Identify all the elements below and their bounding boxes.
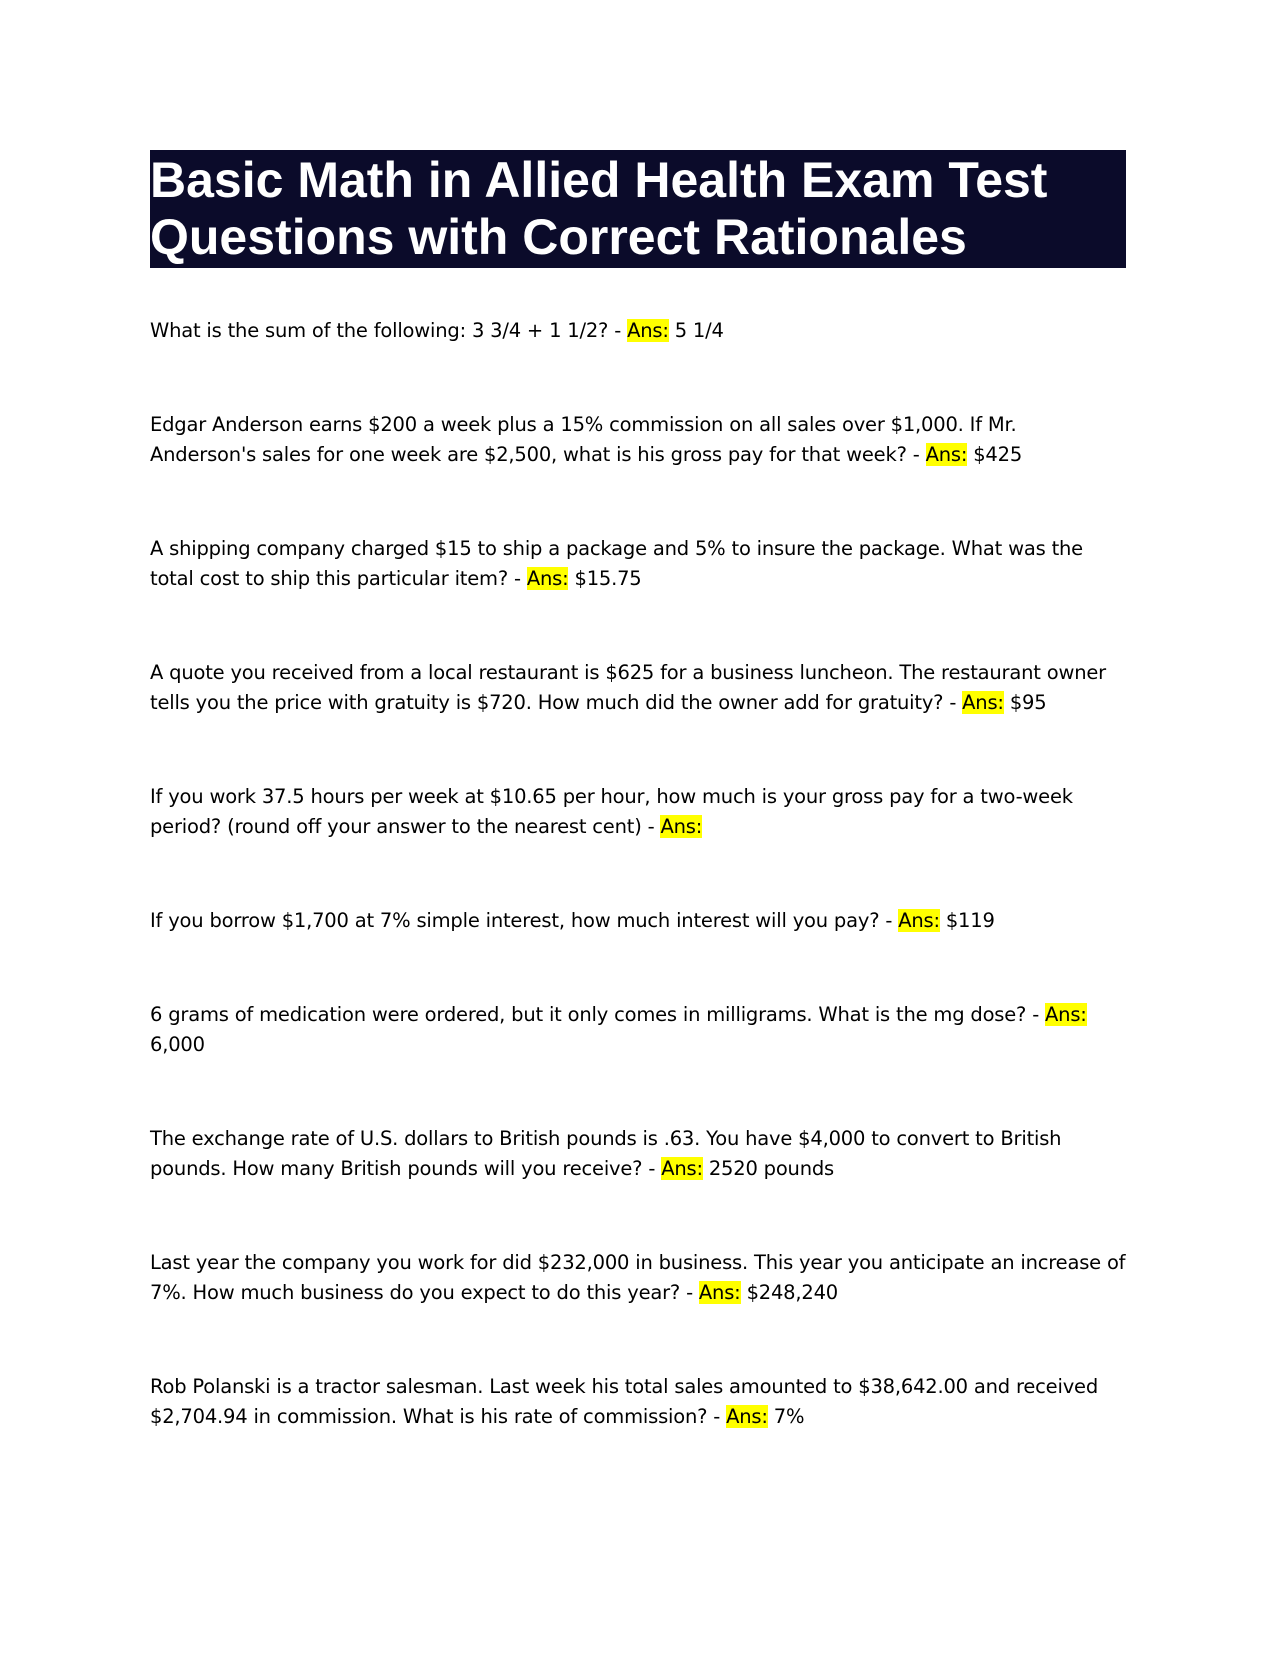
separator: - (707, 1405, 727, 1428)
question-item (150, 906, 1126, 936)
question-text: Edgar Anderson earns $200 a week plus a 15% commission on all sales over $1,000. If Mr. Anderson's sales for one week are $2,500, what is his gross pay for that week? (150, 413, 1017, 466)
separator: - (641, 815, 661, 838)
question-text: Last year the company you work for did $232,000 in business. This year you anticipate an increase of 7%. How much business do you expect to do this year? (150, 1251, 1126, 1304)
question-text: A shipping company charged $15 to ship a package and 5% to insure the package. What was the total cost to ship this particular item? (150, 537, 1083, 590)
question-text: 6 grams of medication were ordered, but it only comes in milligrams. What is the mg dose? (150, 1003, 1027, 1026)
question-item (150, 1124, 1126, 1184)
question-item (150, 1000, 1126, 1060)
separator: - (608, 319, 628, 342)
answer-text: 7% (773, 1405, 805, 1428)
answer-text: $248,240 (746, 1281, 839, 1304)
answer-label: Ans: (526, 567, 569, 590)
answer-label: Ans: (1045, 1003, 1087, 1026)
question-item (150, 534, 1126, 594)
question-item (150, 316, 1126, 346)
question-text: Rob Polanski is a tractor salesman. Last week his total sales amounted to $38,642.00 and received $2,704.94 in commission. What is his rate of commission? (150, 1375, 1099, 1428)
answer-text: $425 (973, 443, 1023, 466)
document-page (150, 150, 1126, 1496)
question-item (150, 410, 1126, 470)
answer-text: 6,000 (150, 1033, 205, 1056)
question-item (150, 782, 1126, 842)
separator: - (1026, 1003, 1046, 1026)
answer-label: Ans: (661, 1157, 703, 1180)
question-text: If you borrow $1,700 at 7% simple interest, how much interest will you pay? (150, 909, 880, 932)
answer-label: Ans: (925, 443, 968, 466)
answer-label: Ans: (627, 319, 669, 342)
answer-text: $119 (945, 909, 995, 932)
document-title: Basic Math in Allied Health Exam Test Questions with Correct Rationales (150, 150, 1126, 268)
separator: - (508, 567, 527, 590)
answer-label: Ans: (698, 1281, 741, 1304)
question-text: If you work 37.5 hours per week at $10.65 per hour, how much is your gross pay for a two-week period? (round off your answer to the nearest cent) (150, 785, 1073, 838)
question-text: The exchange rate of U.S. dollars to British pounds is .63. You have $4,000 to convert to British pounds. How many British pounds will you receive? (150, 1127, 1062, 1180)
question-item (150, 1248, 1126, 1308)
question-list (150, 316, 1126, 1432)
separator: - (943, 691, 963, 714)
separator: - (906, 443, 926, 466)
question-item (150, 658, 1126, 718)
separator: - (680, 1281, 699, 1304)
answer-text: $95 (1009, 691, 1047, 714)
answer-label: Ans: (962, 691, 1004, 714)
separator: - (642, 1157, 662, 1180)
question-item (150, 1372, 1126, 1432)
answer-label: Ans: (726, 1405, 768, 1428)
question-text: A quote you received from a local restaurant is $625 for a business luncheon. The restaurant owner tells you the price with gratuity is $720. How much did the owner add for gratuity? (150, 661, 1106, 714)
answer-text: 5 1/4 (674, 319, 724, 342)
answer-text: $15.75 (574, 567, 642, 590)
separator: - (879, 909, 899, 932)
answer-label: Ans: (660, 815, 703, 838)
question-text: What is the sum of the following: 3 3/4 + 1 1/2? (150, 319, 609, 342)
answer-text: 2520 pounds (708, 1157, 835, 1180)
answer-label: Ans: (898, 909, 940, 932)
